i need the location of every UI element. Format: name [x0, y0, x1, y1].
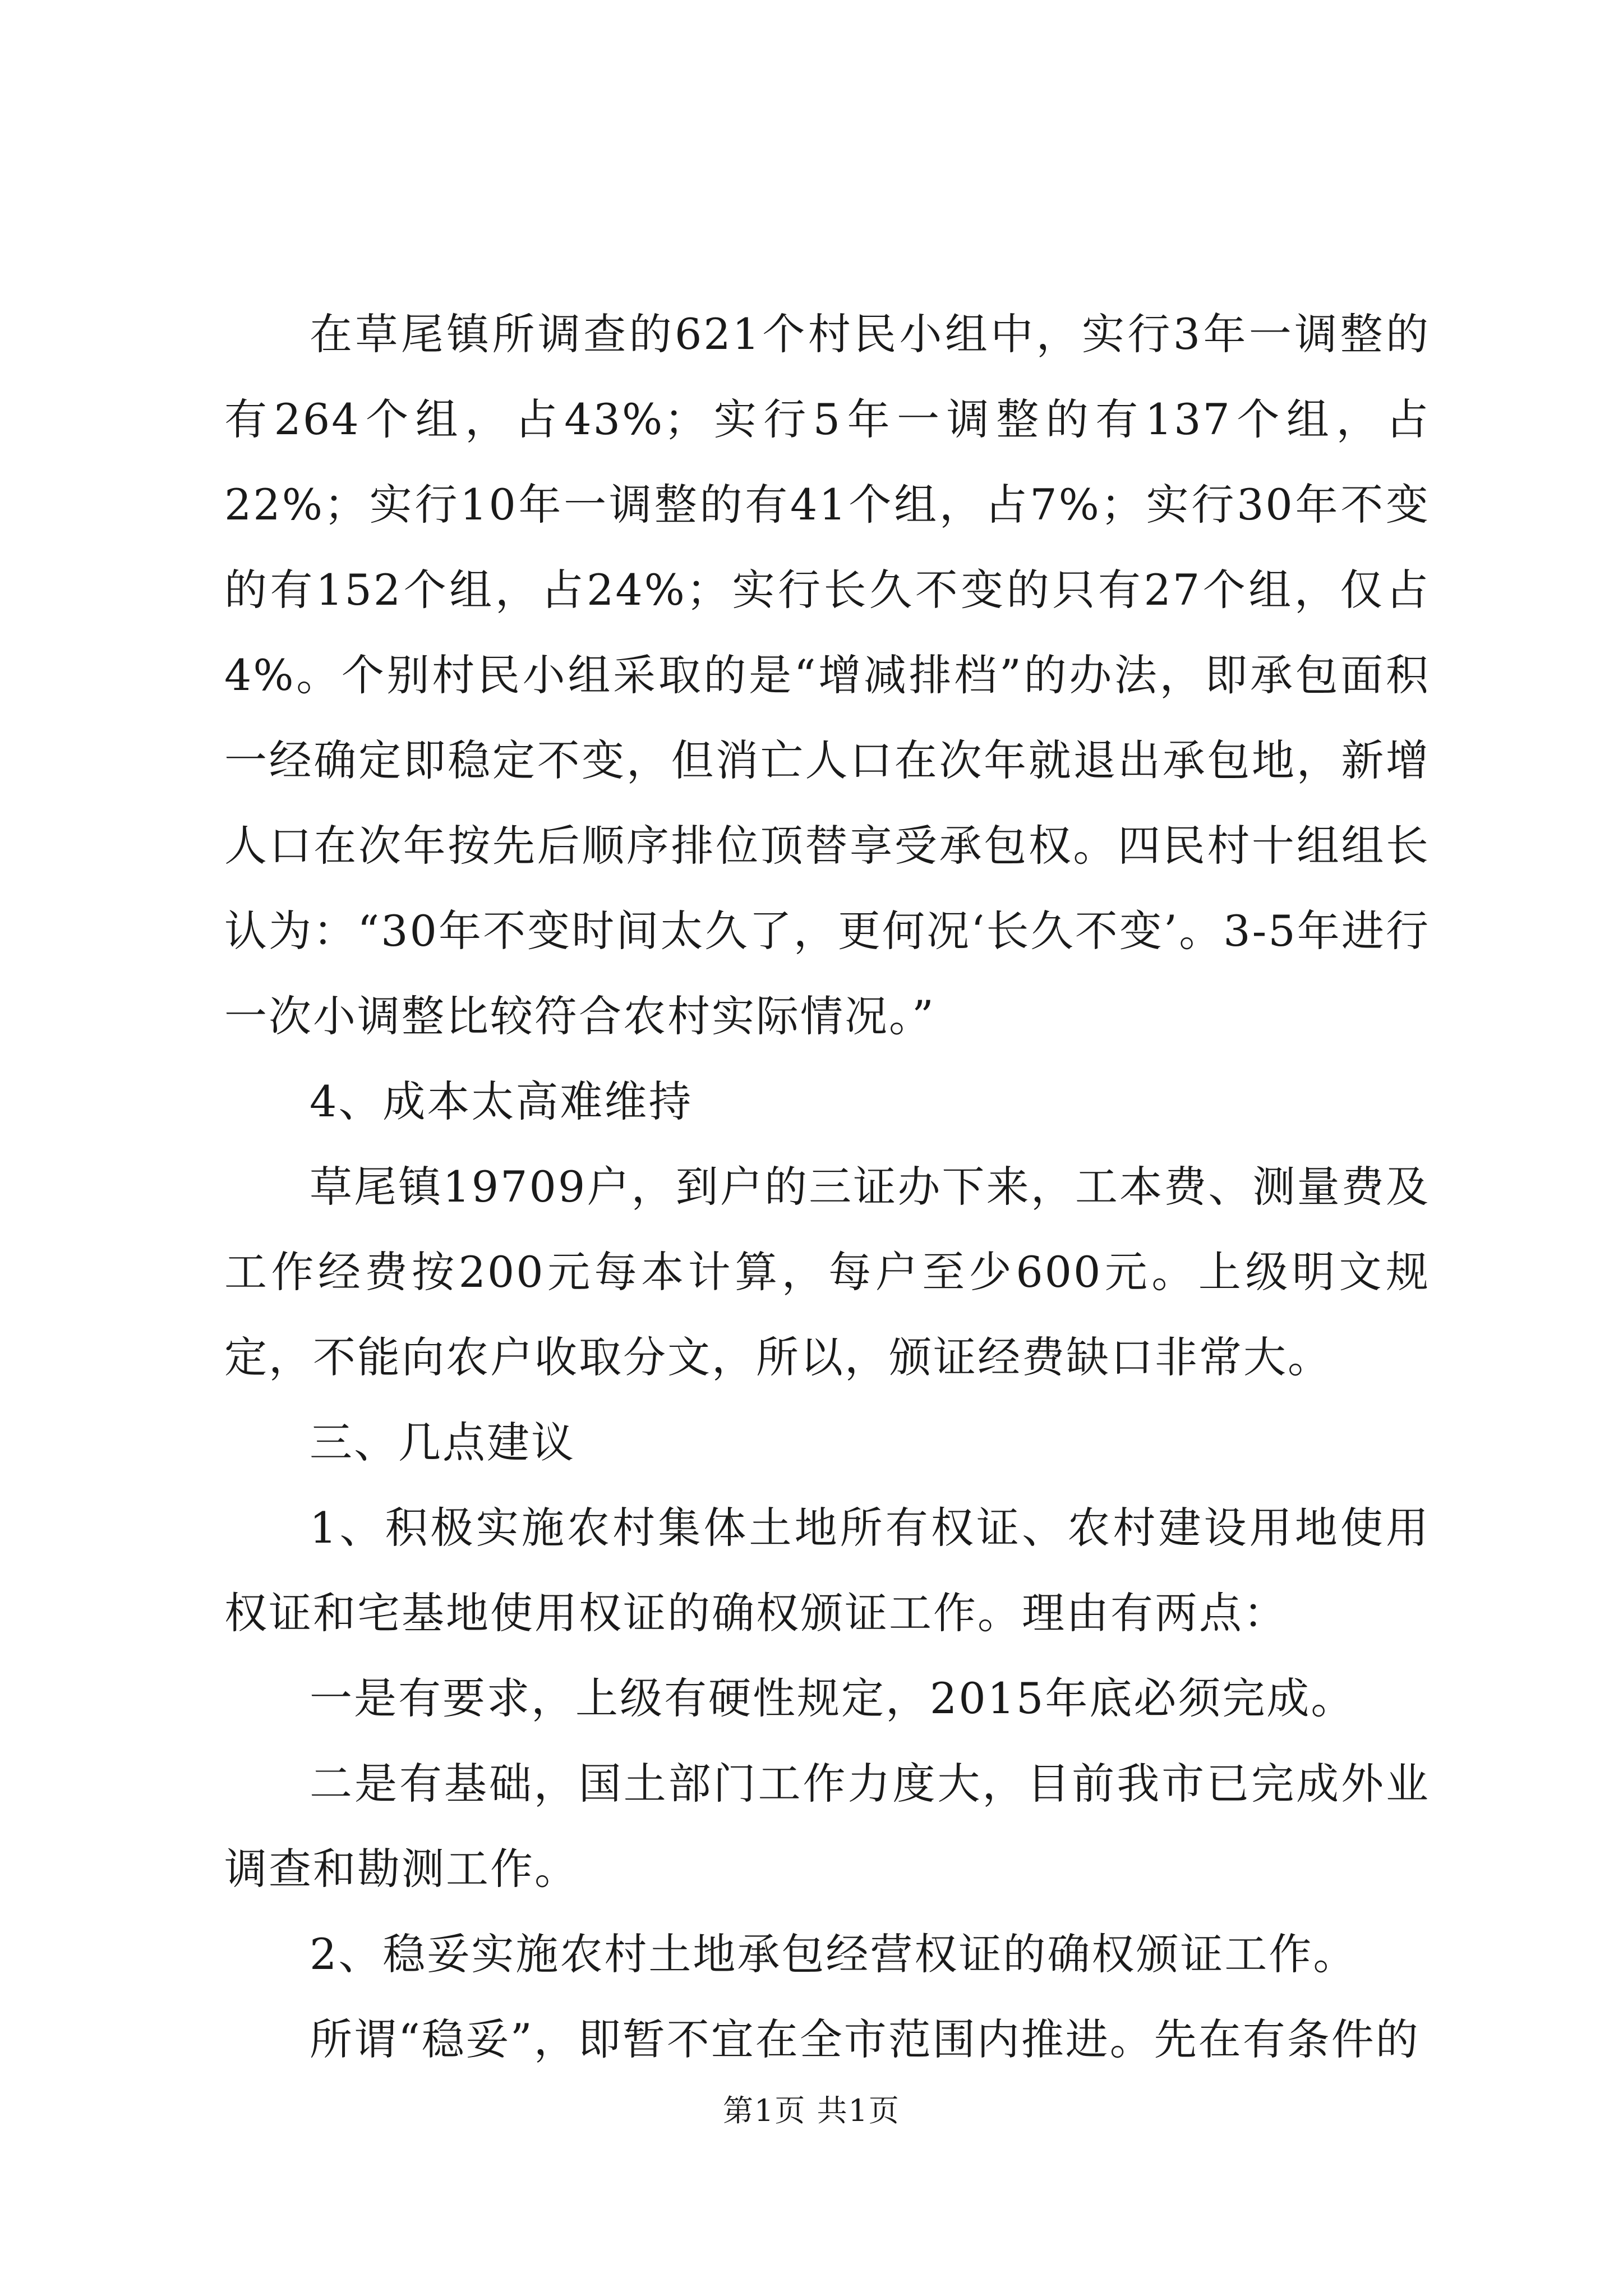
paragraph-cost-details: 草尾镇19709户，到户的三证办下来，工本费、测量费及工作经费按200元每本计算，每户至少600元。上级明文规定，不能向农户收取分文，所以，颁证经费缺口非常大。 [224, 1162, 1430, 1382]
document-body [224, 292, 1430, 2082]
paragraph-reason-2: 二是有基础，国土部门工作力度大，目前我市已完成外业调查和勘测工作。 [224, 1759, 1430, 1894]
heading-suggestions: 三、几点建议 [310, 1418, 575, 1467]
paragraph-survey-results: 在草尾镇所调查的621个村民小组中，实行3年一调整的有264个组，占43%；实行5年一调整的有137个组，占22%；实行10年一调整的有41个组，占7%；实行30年不变的有152个组，占24%；实行长久不变的只有27个组，仅占4%。个别村民小组采取的是“增减排档”的办法，即承包面积一经确定即稳定不变，但消亡人口在次年就退出承包地，新增人口在次年按先后顺序排位顶替享受承包权。四民村十组组长认为：“30年不变时间太久了，更何况‘长久不变’。3-5年进行一次小调整比较符合农村实际情况。” [224, 309, 1430, 1041]
heading-cost-too-high: 4、成本太高难维持 [310, 1076, 693, 1126]
paragraph-steady-definition: 所谓“稳妥”，即暂不宜在全市范围内推进。先在有条件的 [310, 2014, 1420, 2064]
page-footer: 第1页 共1页 [723, 2093, 900, 2128]
paragraph-suggestion-1: 1、积极实施农村集体土地所有权证、农村建设用地使用权证和宅基地使用权证的确权颁证工作。理由有两点： [224, 1503, 1430, 1638]
paragraph-suggestion-2: 2、稳妥实施农村土地承包经营权证的确权颁证工作。 [310, 1929, 1358, 1979]
paragraph-reason-1: 一是有要求，上级有硬性规定，2015年底必须完成。 [310, 1673, 1355, 1723]
